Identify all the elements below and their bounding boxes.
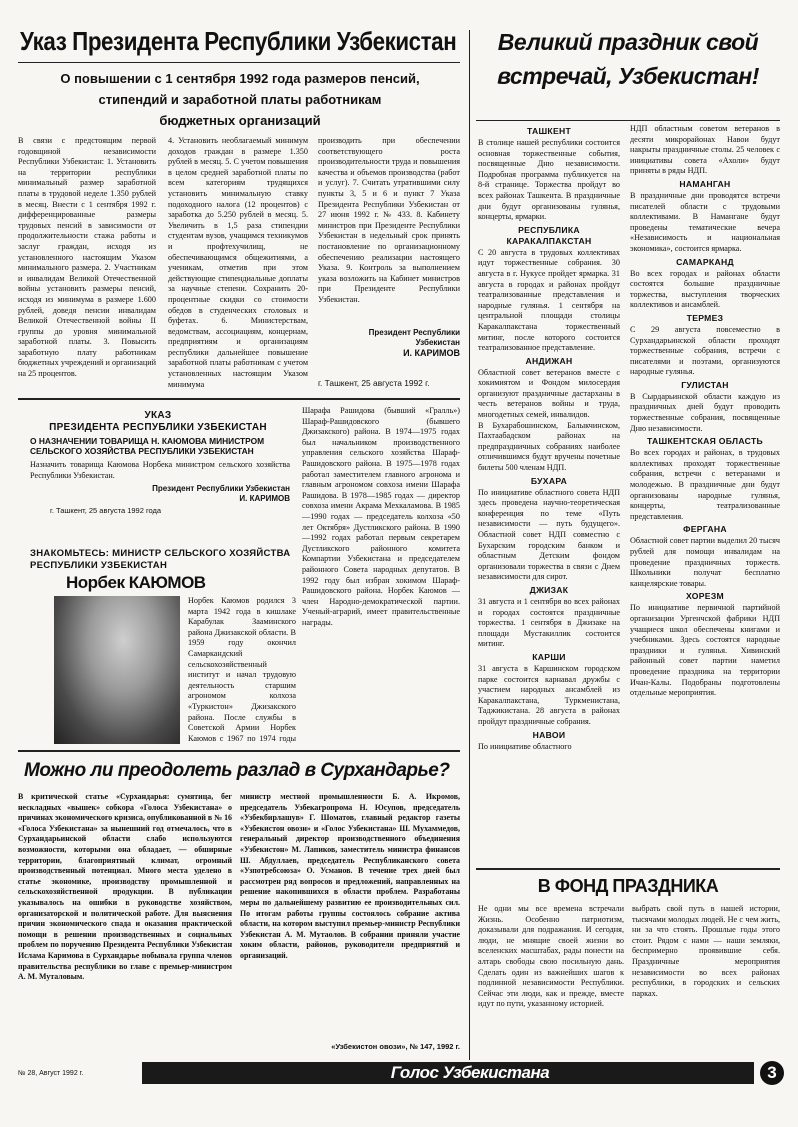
region-text: По инициативе областного	[478, 741, 572, 751]
decree-column-3: производить при обеспечении соответствующего роста производительности труда и повышения качества и объемов производства (работ и услуг). 7. Считать утратившими силу пункты 3, 5 и 6 и пункт 7 Указа Президента Республики Узбекистан от 27 июня 1992 г. № 433. 8. Кабинету министров при Президенте Республики Узбекистан в недельный срок принять постановление по организационному обеспечению реализации настоящего Указа. 9. Контроль за выполнением указа возложить на Кабинет министров при Президенте Республики Узбекистан.	[318, 136, 460, 304]
region-text: В Сырдарьинской области каждую из праздничных дней будут проводить торжественные собрания, посвященные Дню независимости.	[630, 391, 780, 433]
region-title: ГУЛИСТАН	[681, 379, 729, 390]
region-title: ТЕРМЕЗ	[686, 312, 724, 323]
region-title: БУХАРА	[530, 475, 568, 486]
region-item	[630, 524, 780, 589]
region-item	[630, 179, 780, 255]
region-item	[630, 591, 780, 698]
section-rule	[18, 750, 460, 752]
region-text: По инициативе первичной партийной организации Ургенчской фабрики НДП учащиеся школ обеспечены книгами и учебниками. Здесь состоятся народные праздники и гулянья. Хивинский районный совет партии наметил проведение праздника на территории Ичан-Калы. Подобраны подготовлены отдельные мероприятия.	[630, 603, 780, 698]
appointment-place-date: г. Ташкент, 25 августа 1992 года	[50, 506, 162, 515]
region-item	[478, 356, 620, 421]
region-text: В столице нашей республики состоится основная торжественные события, посвященные Дню независимости. Подробная программа публикуется на 8-й странице. Торжества пройдут во всех районах Ташкента. В праздничные дни будут организованы гулянья, концерты, ярмарки.	[478, 138, 620, 222]
divider	[18, 62, 460, 63]
region-text: НДП областным советом ветеранов в десяти микрорайонах Навои будут накрыты праздничные столы. 25 человек с инициативы совета «Ахоли» будут приняты в ряды НДП.	[630, 124, 780, 176]
decree-signature-name: И. КАРИМОВ	[403, 348, 460, 358]
region-item	[478, 652, 620, 728]
region-title: ТАШКЕНТСКАЯ ОБЛАСТЬ	[647, 436, 763, 447]
region-title: ХОРЕЗМ	[685, 591, 724, 602]
fund-column-1: Не одни мы все времена встречали Жизнь. Особенно патриотизм, доказывали для подражания. И сегодня, люди, не мнящие своей жизни во вселенских масштабах, рады понести на алтарь свободы свою посильную дань. Сделать один из важнейших шагов к подлинной независимости Республики. Сейчас эти люди, как и прежде, вместе идут по пути, указанному историей.	[478, 904, 624, 1009]
region-title: ДЖИЗАК	[529, 584, 569, 595]
surkhandarya-headline: Можно ли преодолеть разлад в Сурхандарье?	[24, 760, 450, 781]
region-title: САМАРКАНД	[676, 256, 734, 267]
region-text: Областной совет ветеранов вместе с хокимиятом и Фондом милосердия организуют праздничные дастарханы в честь ветеранов войны и труда, многодетных семей, инвалидов.	[478, 367, 620, 420]
region-item	[630, 380, 780, 434]
region-title: КАРШИ	[532, 651, 566, 662]
region-title: АНДИЖАН	[525, 355, 573, 366]
region-item	[478, 126, 620, 223]
fund-column-2: выбрать свой путь в нашей истории, тысячами молодых людей. Не с чем жить, ни за что стоять. Прошлые годы этого стоит. Рядом с нами — наши земляки, беспримерно проявившие себя. Праздничные мероприятия независимости во всех районах республики, в городских и сельских парках.	[632, 904, 780, 998]
profile-header: ЗНАКОМЬТЕСЬ: МИНИСТР СЕЛЬСКОГО ХОЗЯЙСТВА РЕСПУБЛИКИ УЗБЕКИСТАН	[30, 548, 291, 571]
region-title: ТАШКЕНТ	[526, 126, 572, 136]
page-number: 3	[760, 1061, 784, 1085]
region-item	[478, 225, 620, 354]
region-text: Во всех городах и районах, в трудовых коллективах проходят торжественные собрания, встречи с ветеранами и молодежью. В праздничные дни будут организованы народные гулянья, концерты, театрализованные представления.	[630, 448, 780, 521]
column-divider	[469, 30, 470, 1060]
surkhandarya-source: «Узбекистон овози», № 147, 1992 г.	[331, 1042, 460, 1051]
minister-portrait	[54, 596, 180, 744]
region-text: С 20 августа в трудовых коллективах идут торжественные собрания. 30 августа в г. Нукусе пройдет ярмарка. 31 августа в городах и районах пройдут театрализованные представления и народные гулянья. 1 сентября на центральной площади столицы Каракалпакстана торжественный митинг, после которого состоится театрализованное представление.	[478, 247, 620, 353]
decree-subhead: О повышении с 1 сентября 1992 года размеров пенсий, стипендий и заработной платы работникам бюджетных организаций	[60, 71, 420, 128]
appointment-title: О НАЗНАЧЕНИИ ТОВАРИЩА Н. КАЮМОВА МИНИСТРОМ СЕЛЬСКОГО ХОЗЯЙСТВА РЕСПУБЛИКИ УЗБЕКИСТАН	[30, 436, 265, 457]
region-text: С 29 августа повсеместно в Сурхандарьинской области проходят торжественные собрания, встречи с писателями и поэтами, организуются народные гулянья.	[630, 324, 780, 377]
decree-column-1: В связи с предстоящим первой годовщиной независимости Республики Узбекистан: 1. Установить на территории республики минимальный размер заработной платы в трудовой неделе 1.350 рублей в месяц. Внести с 1 сентября 1992 г. дифференцированные размеры трудовых пенсий в зависимости от продолжительности стажа работы и заслуг граждан, исходя из установленного настоящим Указом минимального размера. 2. Участникам и инвалидам Великой Отечественной войны установить размеры пенсий, исходя из минимума в размере 1.600 рублей, доведя пенсии инвалидам Великой Отечественной войны II группы до уровня минимальной заработной платы. 3. Повысить заработную плату работникам бюджетных учреждений и организаций на 25 процентов.	[18, 136, 156, 379]
surkhandarya-column-2: министр местной промышленности Б. А. Икромов, председатель Узбекагропрома Н. Юсупов, председатель «Узбекбирлашув» Г. Шоматов, главный редактор газеты «Узбекистон овози» и «Голос Узбекистана» Ш. Мухаммедов, генеральный директор производственного объединения «Узбекистон» М. Лапиков, заместитель министра финансов Ш. Абдуллаев, председатель Республиканского совета «Узпотребсоюза» О. Усманов. В течение трех дней был рассмотрен ряд вопросов и предложений, направленных на решение накопившихся в области проблем. Разработаны меры по дальнейшему развитию ее производительных сил. По итогам работы группы состоялось собрание актива области, на котором выступил премьер-министр Республики Узбекистан А. М. Мутаолов. В собрании приняли участие хоким области, районов, руководители предприятий и организаций.	[240, 792, 460, 960]
appointment-signature-title: Президент Республики Узбекистан	[152, 484, 290, 493]
region-item	[630, 436, 780, 522]
holiday-column-b	[630, 124, 780, 864]
region-text: По инициативе областного совета НДП здесь проведена научно-теоретическая конференция по теме «Путь независимости — путь будущего». Областной совет НДП совместно с Бухарским городским банком и областным Детским фондом организовали торжества в связи с Днем независимости для сирот.	[478, 487, 620, 582]
appointment-biography-cont: Шарафа Рашидова (бывший «Гралль») Шараф-Рашидовского (бывшего Джизакского) района. В 1974—1975 годах был начальником производственного управления сельского хозяйства Шараф-Рашидовского района. В 1975—1978 годах работал заместителем главного агронома и главным агрономом совхоза имени Шарафа Рашидова. В 1978—1985 годах — директор совхоза имени Акрама Мехкаламова. В 1985—1990 годах — председатель колхоза «50 лет Октября» Дустликского района. В 1990—1992 годах работал первым секретарем Дустликского районного комитета Компартии Узбекистана и председателем районного Совета народных депутатов. В 1992 году был избран хокимом Шараф-Рашидовского района. Норбек Каюмов — член Народно-демократической партии. Ученый-аграрий, имеет правительственные награды.	[302, 406, 460, 627]
region-text: Во всех городах и районах области состоятся большие праздничные торжества, выступления творческих коллективов и ансамблей.	[630, 268, 780, 310]
appointment-kicker: УКАЗ	[144, 410, 172, 421]
masthead-title: Голос Узбекистана	[390, 1063, 550, 1082]
appointment-authority: ПРЕЗИДЕНТА РЕСПУБЛИКИ УЗБЕКИСТАН	[49, 422, 267, 433]
region-item	[630, 257, 780, 311]
section-rule	[18, 398, 460, 400]
region-text: В Бухарабошинском, Балыкчинском, Пахтаабадском районах на предпраздничных собраниях наиболее отличившимся будут вручены почетные билеты 500 членам НДП.	[478, 420, 620, 473]
divider	[476, 120, 780, 121]
region-text: 31 августа в Каршинском городском парке состоится карнавал дружбы с участием народных ансамблей из Каракалпакстана, Туркменистана, Таджикистана. 28 августа в районах пройдут праздничные собрания.	[478, 663, 620, 726]
region-item	[630, 124, 780, 177]
region-title: НАМАНГАН	[679, 178, 731, 189]
appointment-signature-name: И. КАРИМОВ	[239, 494, 290, 503]
region-text: 31 августа и 1 сентября во всех районах и городах состоятся праздничные торжества. 1 сентября в Джизаке на площади Мустакиллик состоится митинг.	[478, 596, 620, 649]
decree-signature-title: Президент Республики Узбекистан	[368, 328, 460, 347]
profile-name: Норбек КАЮМОВ	[66, 573, 206, 592]
region-text: В праздничные дни проводятся встречи писателей области с трудовыми коллективами. В Намангане будут проведены тематические вечера «Независимость и национальная экономика», состоится ярмарка.	[630, 190, 780, 253]
region-title: НАВОИ	[532, 729, 566, 740]
decree-place-date: г. Ташкент, 25 августа 1992 г.	[318, 378, 430, 388]
region-title: ФЕРГАНА	[683, 524, 727, 535]
fund-headline: В ФОНД ПРАЗДНИКА	[537, 876, 719, 896]
holiday-column-a	[478, 124, 620, 864]
section-rule	[476, 868, 780, 870]
region-title: РЕСПУБЛИКА КАРАКАЛПАКСТАН	[506, 224, 592, 246]
appointment-text: Назначить товарища Каюмова Норбека министром сельского хозяйства Республики Узбекистан.	[30, 460, 290, 480]
decree-headline: Указ Президента Республики Узбекистан	[20, 26, 457, 56]
region-item	[478, 476, 620, 583]
region-item	[478, 730, 620, 753]
holiday-headline-line2: встречай, Узбекистан!	[497, 63, 759, 89]
profile-text: Норбек Каюмов родился 3 марта 1942 года в кишлаке Карабулак Зааминского района Джизакской области. В 1959 году окончил Самаркандский сельскохозяйственный институт и начал трудовую деятельность старшим агрономом колхоза «Туркистон» Джизакского района. После службы в Советской Армии Норбек Каюмов с 1967 по 1974 годы	[188, 596, 296, 743]
issue-line: № 28, Август 1992 г.	[18, 1070, 84, 1077]
surkhandarya-column-1: В критической статье «Сурхандарья: сумятица, бег нескладных «вышек» собкора «Голоса Узбекистана» о причинах экономического кризиса, опубликованной в № 16 «Голоса Узбекистана» за нынешний год отмечалось, что в Сурхандарьинской области слабо используются возможности, которыми она обладает, — обширные территории, благоприятный климат, огромный производственный потенциал. Много места уделено в статье экономике, производству промышленной и сельскохозяйственной продукции. В публикации указывалось на ошибки в руководстве хозяйством, организаторской и политической работе. Для выяснения причин экономического спада и оказания практической помощи в решении производственных и социальных проблем по поручению Президента Республики Узбекистан Ислама Каримова в Сурхандарье побывала группа членов правительства республики во главе с премьер-министром А. М. Муталовым.	[18, 792, 232, 982]
region-item	[630, 313, 780, 378]
decree-column-2: 4. Установить необлагаемый минимум доходов граждан в размере 1.350 рублей в месяц. 5. С учетом повышения в целом средней заработной платы по всем категориям трудящихся установить минимальную ставку подоходного налога (12 процентов) с заработка до 5.250 рублей в месяц. 5. Увеличить в 1,5 раза стипендии студентам вузов, учащимся техникумов и профтехучилищ, не обеспечивающимся общежитиями, а ученикам, отметив при этом действующие стипендиальные доплаты за научные степени. Сохранить 20-процентные скидки со стоимости обедов в студенческих столовых и буфетах. 6. Министерствам, ведомствам, ассоциациям, концернам, предприятиям и организациям республики дальнейшее повышение заработной платы работникам с учетом установленных настоящим Указом минимума	[168, 136, 308, 389]
holiday-headline-line1: Великий праздник свой	[497, 29, 759, 55]
region-item	[478, 421, 620, 474]
region-item	[478, 585, 620, 650]
region-text: Областной совет партии выделил 20 тысяч рублей для помощи инвалидам на проведение праздничных торжеств. Школьники получат бесплатно канцелярские товары.	[630, 536, 780, 588]
